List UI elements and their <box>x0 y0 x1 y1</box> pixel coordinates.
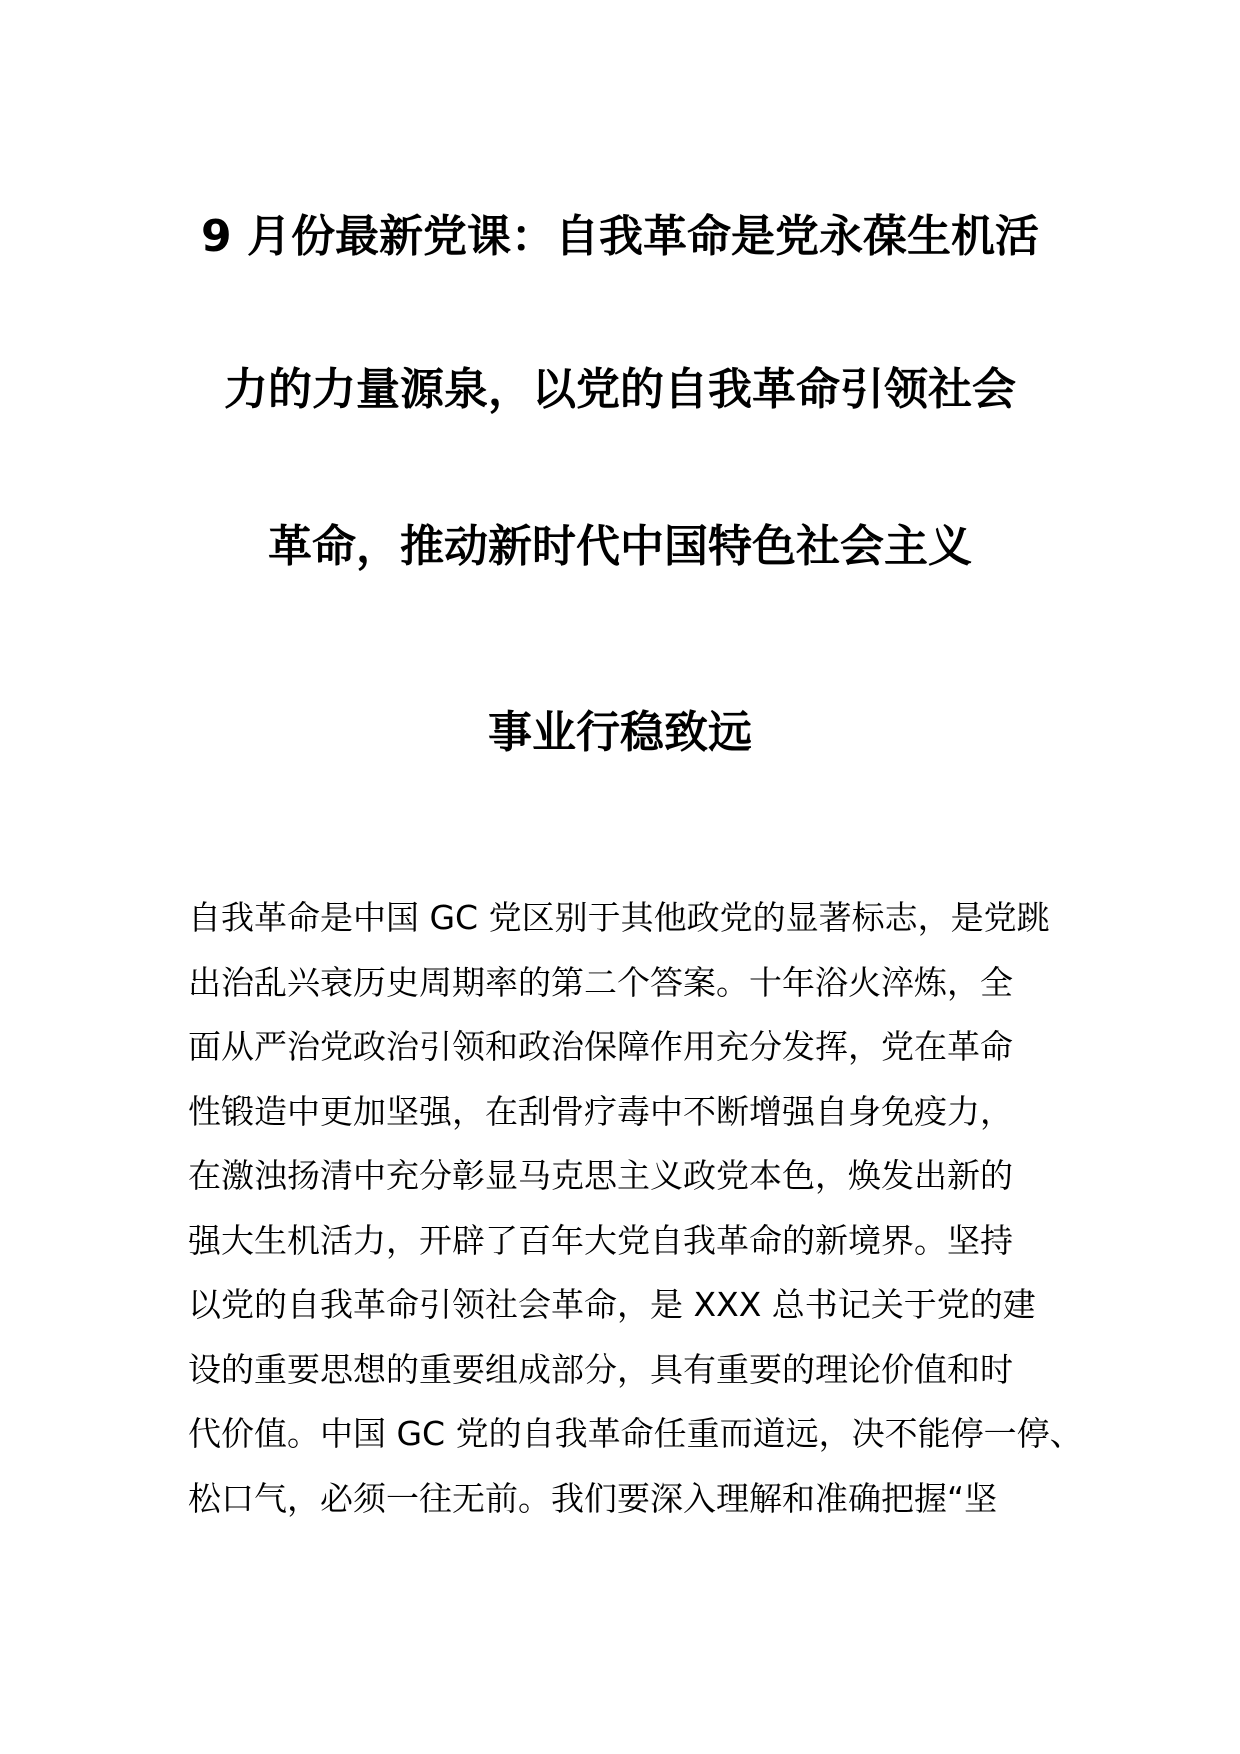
title-line-1: 9 月份最新党课：自我革命是党永葆生机活 <box>201 211 1039 262</box>
body-paragraph <box>188 886 1088 1531</box>
body-line: 以党的自我革命引领社会革命，是 XXX 总书记关于党的建 <box>188 1285 1036 1324</box>
body-line: 松口气，必须一往无前。我们要深入理解和准确把握“坚 <box>188 1478 998 1518</box>
body-line: 自我革命是中国 GC 党区别于其他政党的显著标志，是党跳 <box>188 898 1050 937</box>
body-line: 面从严治党政治引领和政治保障作用充分发挥，党在革命 <box>188 1027 1013 1066</box>
title-line-4: 事业行稳致远 <box>488 707 752 758</box>
body-line: 代价值。中国 GC 党的自我革命任重而道远，决不能停一停、 <box>188 1414 1083 1453</box>
body-line: 出治乱兴衰历史周期率的第二个答案。十年浴火淬炼，全 <box>188 962 1013 1002</box>
body-line: 性锻造中更加坚强，在刮骨疗毒中不断增强自身免疫力， <box>188 1091 1013 1131</box>
body-line: 在激浊扬清中充分彰显马克思主义政党本色，焕发出新的 <box>188 1156 1013 1195</box>
title-line-2: 力的力量源泉，以党的自我革命引领社会 <box>224 364 1016 415</box>
body-line: 强大生机活力，开辟了百年大党自我革命的新境界。坚持 <box>188 1220 1013 1260</box>
title-line-3: 革命，推动新时代中国特色社会主义 <box>268 521 972 572</box>
body-line: 设的重要思想的重要组成部分，具有重要的理论价值和时 <box>188 1349 1013 1389</box>
